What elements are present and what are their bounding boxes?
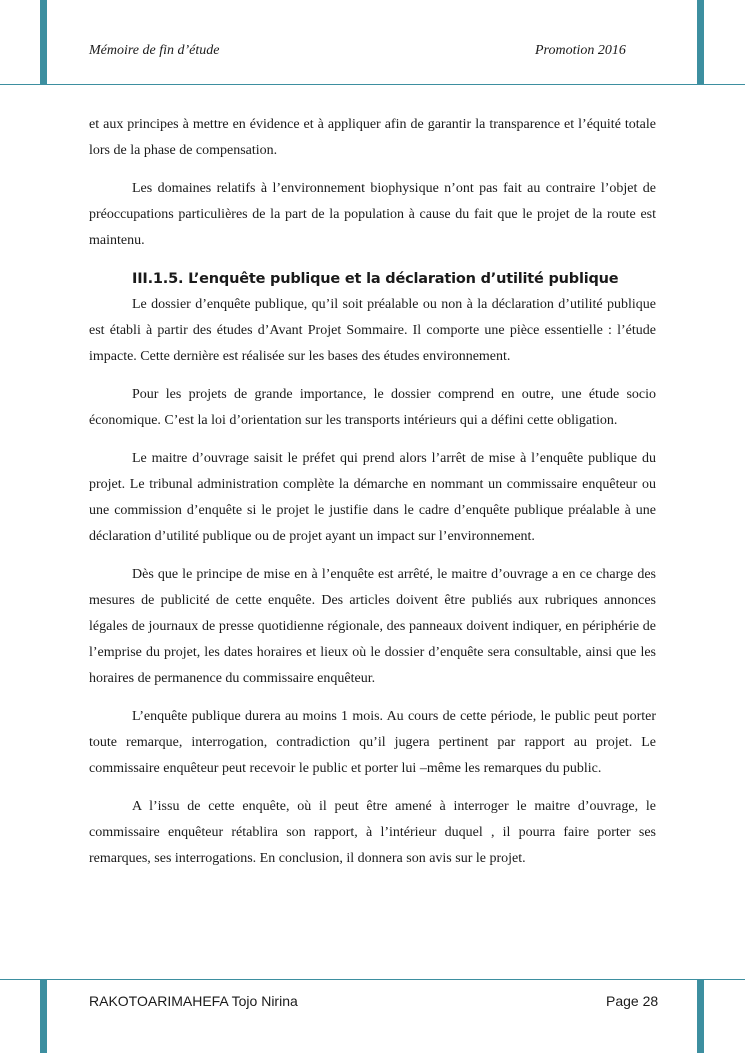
- paragraph-5: Le maitre d’ouvrage saisit le préfet qui prend alors l’arrêt de mise à l’enquête publique du projet. Le tribunal administration complète la démarche en nommant un commissaire enquêteur ou une commission d’enquête si le projet le justifie dans le cadre d’enquête publique préalable à une déclaration d’utilité publique ou de projet ayant un impact sur l’environnement.: [89, 451, 656, 544]
- paragraph-6: Dès que le principe de mise en à l’enquête est arrêté, le maitre d’ouvrage a en ce charge des mesures de publicité de cette enquête. Des articles doivent être publiés aux rubriques annonces légales de journaux de presse quotidienne régionale, des panneaux doivent indiquer, en périphérie de l’emprise du projet, les dates horaires et lieux où le dossier d’enquête sera consultable, ainsi que les horaires de permanence du commissaire enquêteur.: [89, 567, 656, 686]
- header-promotion: Promotion 2016: [535, 43, 626, 58]
- header-rule: [0, 84, 745, 85]
- paragraph-2: Les domaines relatifs à l’environnement biophysique n’ont pas fait au contraire l’objet de préoccupations particulières de la part de la population à cause du fait que le projet de la route est maintenu.: [89, 181, 656, 248]
- section-heading: III.1.5. L’enquête publique et la déclaration d’utilité publique: [132, 271, 619, 287]
- paragraph-3: Le dossier d’enquête publique, qu’il soit préalable ou non à la déclaration d’utilité publique est établi à partir des études d’Avant Projet Sommaire. Il comporte une pièce essentielle : l’étude impacte. Cette dernière est réalisée sur les bases des études environnement.: [89, 297, 656, 364]
- footer-rule: [0, 979, 745, 980]
- paragraph-8: A l’issu de cette enquête, où il peut être amené à interroger le maitre d’ouvrage, le commissaire enquêteur rétablira son rapport, à l’intérieur duquel , il pourra faire porter ses remarques, ses interrogations. En conclusion, il donnera son avis sur le projet.: [89, 799, 656, 866]
- page-body: [89, 112, 656, 884]
- footer-right-bar: [697, 979, 704, 1053]
- footer-left-bar: [40, 979, 47, 1053]
- paragraph-4: Pour les projets de grande importance, le dossier comprend en outre, une étude socio économique. C’est la loi d’orientation sur les transports intérieurs qui a défini cette obligation.: [89, 387, 656, 428]
- header-title: Mémoire de fin d’étude: [89, 43, 220, 58]
- footer-page-number: Page 28: [606, 993, 659, 1009]
- footer-author: RAKOTOARIMAHEFA Tojo Nirina: [89, 993, 298, 1009]
- header-right-bar: [697, 0, 704, 84]
- header-left-bar: [40, 0, 47, 84]
- paragraph-1: et aux principes à mettre en évidence et à appliquer afin de garantir la transparence et l’équité totale lors de la phase de compensation.: [89, 117, 656, 158]
- paragraph-7: L’enquête publique durera au moins 1 mois. Au cours de cette période, le public peut porter toute remarque, interrogation, contradiction qu’il jugera pertinent par rapport au projet. Le commissaire enquêteur peut recevoir le public et porter lui –même les remarques du public.: [89, 709, 656, 776]
